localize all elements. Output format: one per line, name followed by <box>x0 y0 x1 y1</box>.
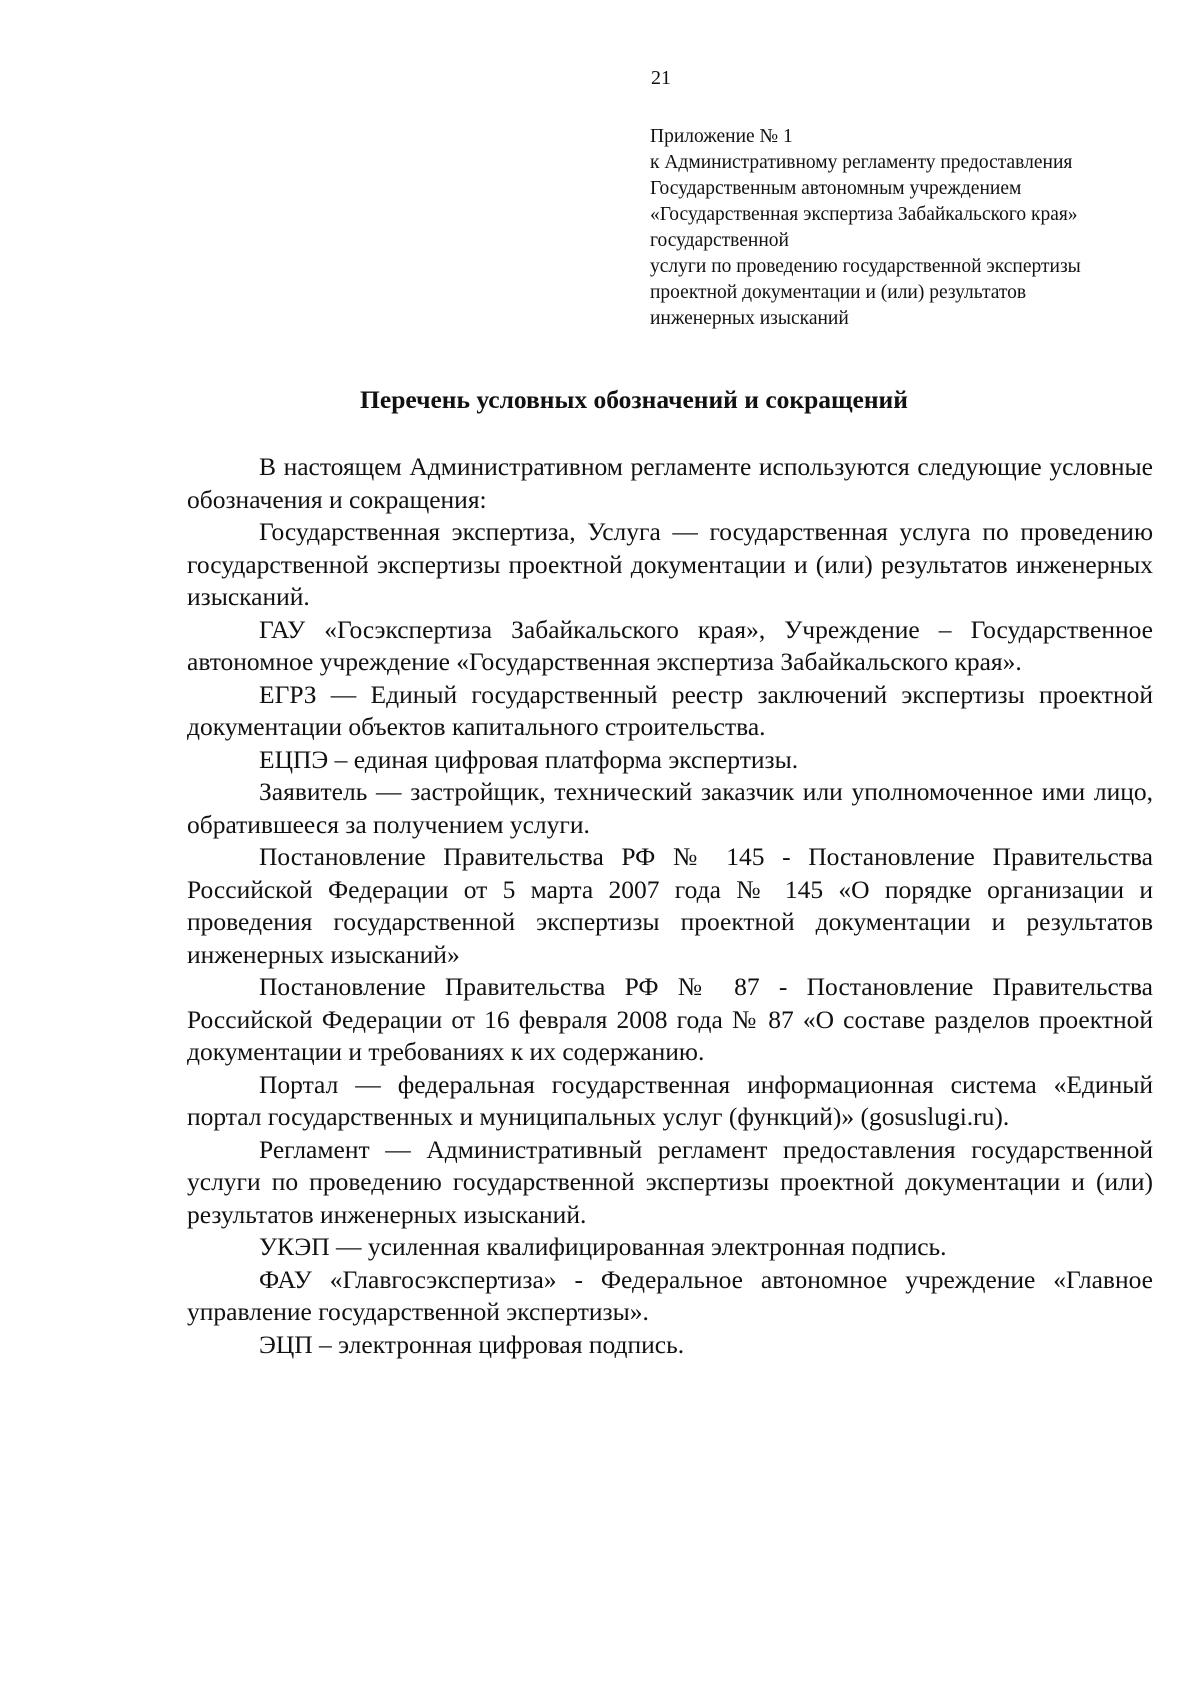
definition-portal: Портал — федеральная государственная информационная система «Единый портал государственных и муниципальных услуг (функций)» (gosuslugi.ru). <box>187 1069 1153 1131</box>
document-title: Перечень условных обозначений и сокращений <box>360 385 908 414</box>
definition-ecp: ЭЦП – электронная цифровая подпись. <box>259 1329 685 1359</box>
definition-gau: ГАУ «Госэкспертиза Забайкальского края», Учреждение – Государственное автономное учреждение «Государственная экспертиза Забайкальского края». <box>187 614 1153 676</box>
appendix-header <box>650 124 1170 332</box>
definition-gosekspertiza: Государственная экспертиза, Услуга — государственная услуга по проведению государственной экспертизы проектной документации и (или) результатов инженерных изысканий. <box>187 517 1153 611</box>
definition-egrz: ЕГРЗ — Единый государственный реестр заключений экспертизы проектной документации объектов капитального строительства. <box>187 679 1153 741</box>
appendix-line: услуги по проведению государственной экспертизы <box>650 256 1081 277</box>
definition-postanovlenie-145: Постановление Правительства РФ № 145 - Постановление Правительства Российской Федерации от 5 марта 2007 года № 145 «О порядке организации и проведения государственной экспертизы проектной документации и результатов инженерных изысканий» <box>187 842 1153 969</box>
definition-reglament: Регламент — Административный регламент предоставления государственной услуги по проведению государственной экспертизы проектной документации и (или) результатов инженерных изысканий. <box>187 1134 1153 1229</box>
definition-zayavitel: Заявитель — застройщик, технический заказчик или уполномоченное ими лицо, обратившееся за получением услуги. <box>187 777 1153 839</box>
appendix-line: Государственным автономным учреждением <box>650 178 1022 199</box>
definition-postanovlenie-87: Постановление Правительства РФ № 87 - Постановление Правительства Российской Федерации от 16 февраля 2008 года № 87 «О составе разделов проектной документации и требованиях к их содержанию. <box>187 972 1153 1066</box>
appendix-line: проектной документации и (или) результатов <box>650 282 1027 303</box>
appendix-line: государственной <box>650 230 789 251</box>
appendix-line: инженерных изысканий <box>650 308 849 329</box>
appendix-line: к Административному регламенту предоставления <box>650 152 1073 173</box>
appendix-line: «Государственная экспертиза Забайкальского края» <box>650 204 1078 225</box>
page-number: 21 <box>651 67 671 89</box>
appendix-line: Приложение № 1 <box>650 126 793 147</box>
paragraph-intro: В настоящем Административном регламенте используются следующие условные обозначения и сокращения: <box>187 452 1153 514</box>
document-body <box>187 451 1153 1361</box>
definition-ecpe: ЕЦПЭ – единая цифровая платформа экспертизы. <box>259 744 799 774</box>
definition-fau: ФАУ «Главгосэкспертиза» - Федеральное автономное учреждение «Главное управление государственной экспертизы». <box>187 1264 1153 1326</box>
definition-ukep: УКЭП — усиленная квалифицированная электронная подпись. <box>259 1232 947 1261</box>
